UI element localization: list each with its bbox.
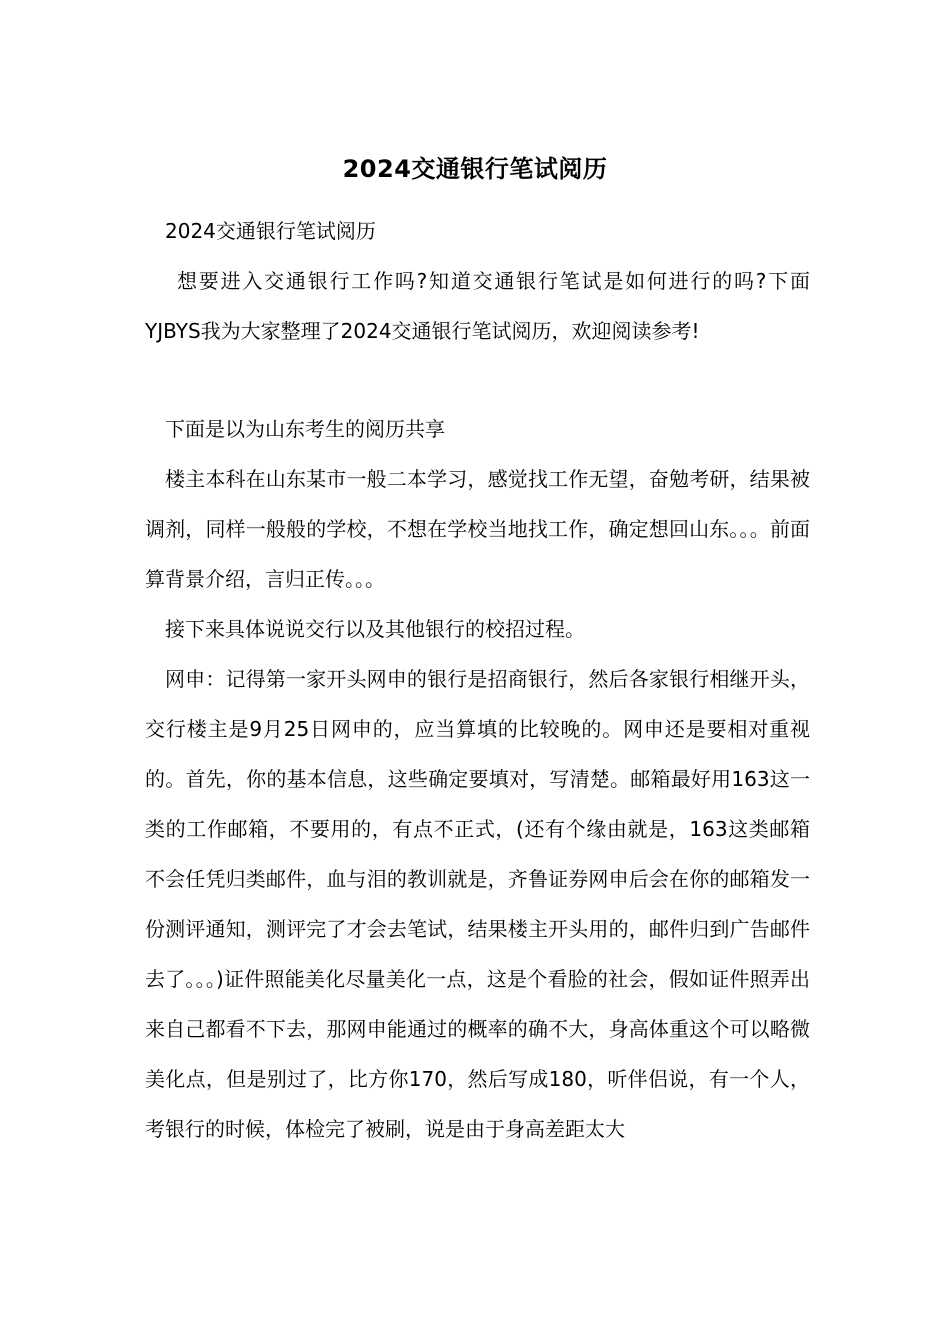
document-title: 2024交通银行笔试阅历 <box>342 155 608 183</box>
paragraph-subtitle: 2024交通银行笔试阅历 <box>165 219 376 243</box>
paragraph-process-intro: 接下来具体说说交行以及其他银行的校招过程。 <box>165 617 585 641</box>
paragraph-online-application: 网申：记得第一家开头网申的银行是招商银行，然后各家银行相继开头，交行楼主是9月25日网申的，应当算填的比较晚的。网申还是要相对重视的。首先，你的基本信息，这些确定要填对，写清楚。邮箱最好用163这一类的工作邮箱，不要用的，有点不正式，(还有个缘由就是，163这类邮箱不会任凭归类邮件，血与泪的教训就是，齐鲁证券网申后会在你的邮箱发一份测评通知，测评完了才会去笔试，结果楼主开头用的，邮件归到广告邮件去了。。。)证件照能美化尽量美化一点，这是个看脸的社会，假如证件照弄出来自己都看不下去，那网申能通过的概率的确不大，身高体重这个可以略微美化点，但是别过了，比方你170，然后写成180，听伴侣说，有一个人，考银行的时候，体检完了被刷，说是由于身高差距太大 <box>145 667 810 1141</box>
paragraph-share-heading: 下面是以为山东考生的阅历共享 <box>165 417 445 441</box>
document-body <box>145 206 810 1154</box>
paragraph-background: 楼主本科在山东某市一般二本学习，感觉找工作无望，奋勉考研，结果被调剂，同样一般般的学校，不想在学校当地找工作，确定想回山东。。。前面算背景介绍，言归正传。。。 <box>145 467 810 591</box>
paragraph-gap <box>145 356 810 404</box>
paragraph-intro: 想要进入交通银行工作吗?知道交通银行笔试是如何进行的吗?下面YJBYS我为大家整理了2024交通银行笔试阅历，欢迎阅读参考! <box>145 269 810 343</box>
